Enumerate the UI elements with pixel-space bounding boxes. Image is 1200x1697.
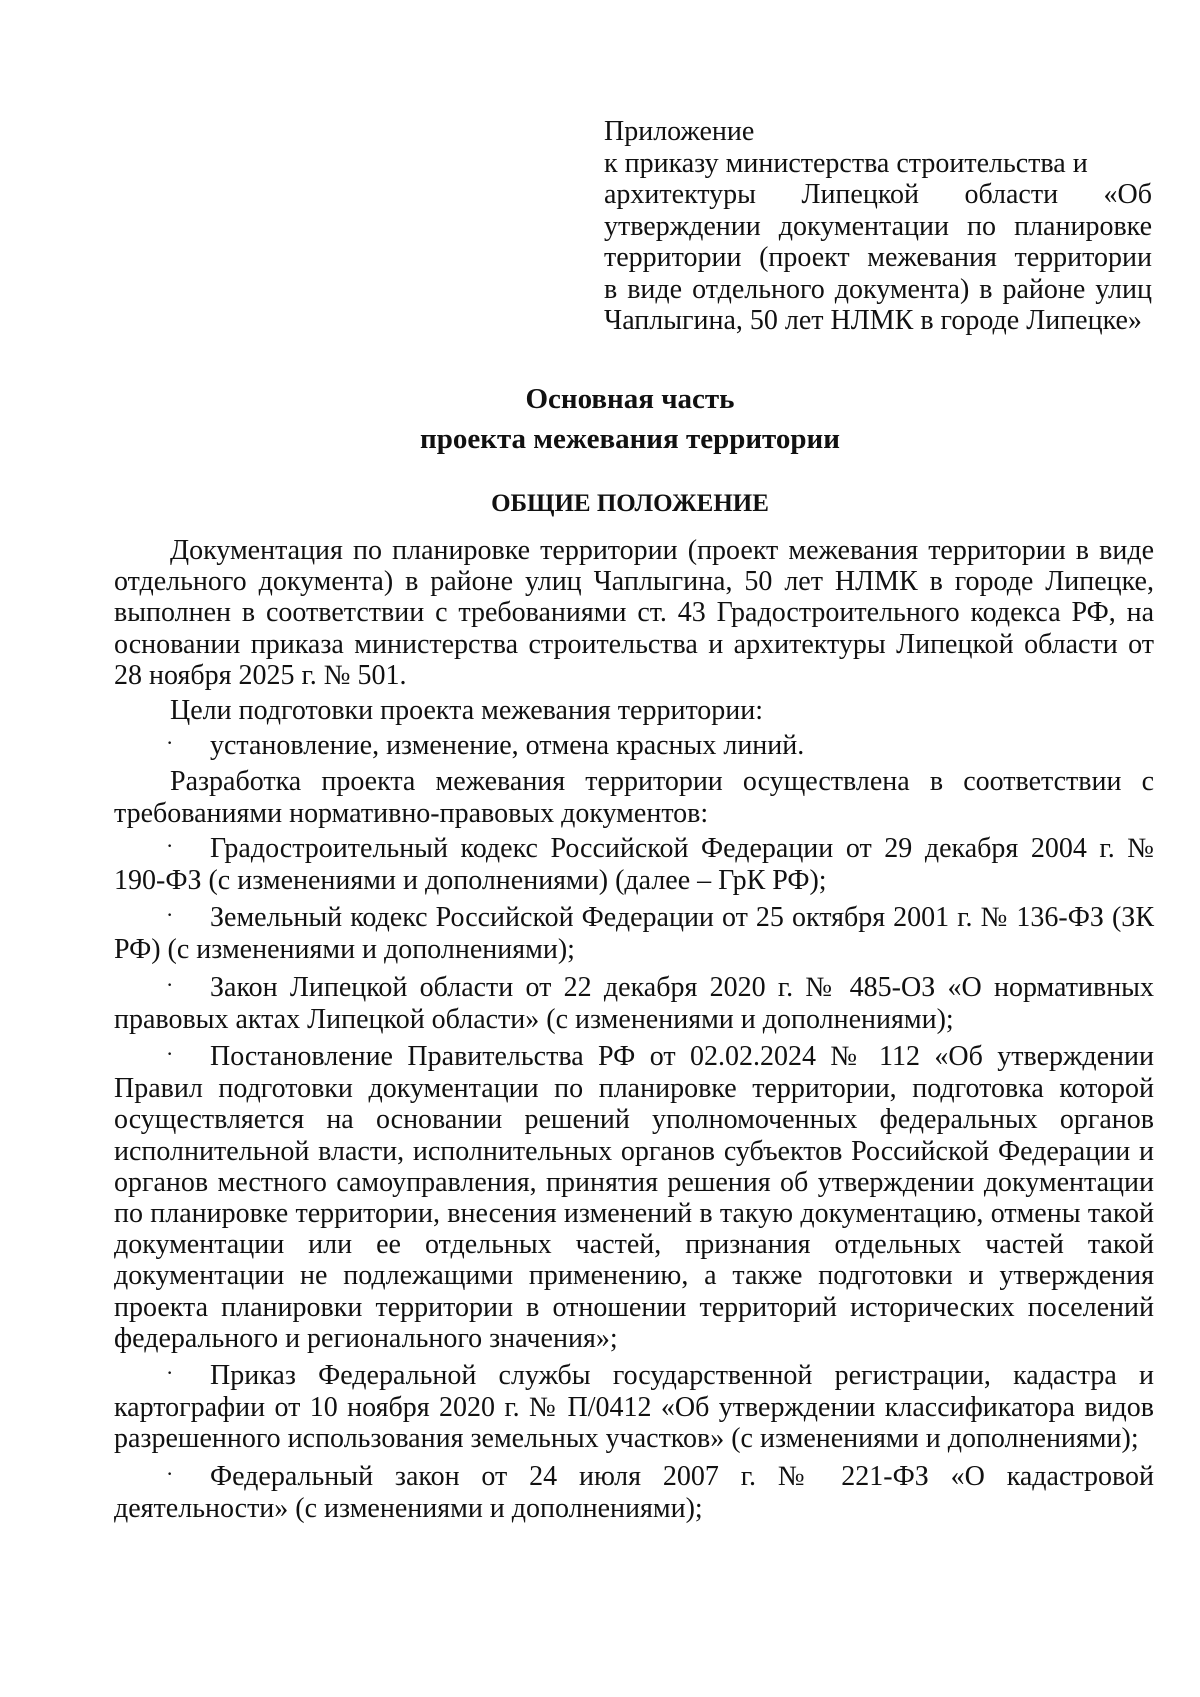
appendix-line-4: утверждении документации по планировке — [604, 210, 1152, 242]
doc-item-5 — [114, 1360, 1154, 1455]
doc-item-2 — [114, 902, 1154, 965]
document-body — [114, 535, 1154, 1530]
doc-item-text: Федеральный закон от 24 июля 2007 г. № 221-ФЗ «О кадастровой деятельности» (с изменениями и дополнениями); — [114, 1460, 1154, 1524]
bullet-icon: · — [166, 1360, 174, 1386]
doc-item-3 — [114, 972, 1154, 1035]
doc-item-text: Приказ Федеральной службы государственной регистрации, кадастра и картографии от 10 ноября 2020 г. № П/0412 «Об утверждении классификатора видов разрешенного использования земельных участков» (с изменениями и дополнениями); — [114, 1360, 1154, 1455]
section-heading: ОБЩИЕ ПОЛОЖЕНИЕ — [491, 490, 769, 517]
bullet-icon: · — [166, 902, 174, 928]
doc-item-text: Градостроительный кодекс Российской Федерации от 29 декабря 2004 г. № 190-ФЗ (с изменениями и дополнениями) (далее – ГрК РФ); — [114, 832, 1154, 897]
bullet-icon: · — [166, 730, 174, 756]
appendix-line-3: архитектуры Липецкой области «Об — [604, 179, 1152, 210]
document-title-line-1: Основная часть — [525, 383, 735, 415]
appendix-line-2: к приказу министерства строительства и — [604, 147, 1088, 179]
doc-item-1 — [114, 833, 1154, 896]
bullet-icon: · — [166, 971, 174, 997]
appendix-line-6: в виде отдельного документа) в районе улиц — [604, 273, 1152, 305]
intro-paragraph: Документация по планировке территории (проект межевания территории в виде отдельного документа) в районе улиц Чаплыгина, 50 лет НЛМК в городе Липецке, выполнен в соответствии с требованиями ст. 43 Градостроительного кодекса РФ, на основании приказа министерства строительства и архитектуры Липецкой области от 28 ноября 2025 г. № 501. — [114, 535, 1154, 691]
goal-item-text: установление, изменение, отмена красных линий. — [210, 730, 805, 762]
appendix-line-7: Чаплыгина, 50 лет НЛМК в городе Липецке» — [604, 305, 1142, 336]
appendix-line-1: Приложение — [604, 116, 755, 147]
docs-heading: Разработка проекта межевания территории осуществлена в соответствии с требованиями нормативно-правовых документов: — [114, 766, 1154, 829]
bullet-icon: · — [166, 832, 174, 858]
doc-item-text: Закон Липецкой области от 22 декабря 2020 г. № 485-ОЗ «О нормативных правовых актах Липецкой области» (с изменениями и дополнениями); — [114, 971, 1154, 1035]
doc-item-6 — [114, 1461, 1154, 1524]
appendix-block — [604, 116, 1152, 337]
goal-item-1 — [114, 730, 1154, 762]
doc-item-4 — [114, 1041, 1154, 1354]
bullet-icon: · — [166, 1041, 174, 1067]
doc-item-text: Постановление Правительства РФ от 02.02.2024 № 112 «Об утверждении Правил подготовки документации по планировке территории, подготовка которой осуществляется на основании решений уполномоченных федеральных органов исполнительной власти, исполнительных органов субъектов Российской Федерации и органов местного самоуправления, принятия решения об утверждении документации по планировке территории, внесения изменений в такую документацию, отмены такой документации или ее отдельных частей, признания отдельных частей такой документации не подлежащими применению, а также подготовки и утверждения проекта планировки территории в отношении территорий исторических поселений федерального и регионального значения»; — [114, 1041, 1154, 1354]
goals-heading: Цели подготовки проекта межевания территории: — [170, 695, 764, 727]
bullet-icon: · — [166, 1460, 174, 1486]
document-title-line-2: проекта межевания территории — [420, 423, 840, 455]
appendix-line-5: территории (проект межевания территории — [604, 242, 1152, 273]
doc-item-text: Земельный кодекс Российской Федерации от 25 октября 2001 г. № 136-ФЗ (ЗК РФ) (с изменениями и дополнениями); — [114, 902, 1154, 966]
